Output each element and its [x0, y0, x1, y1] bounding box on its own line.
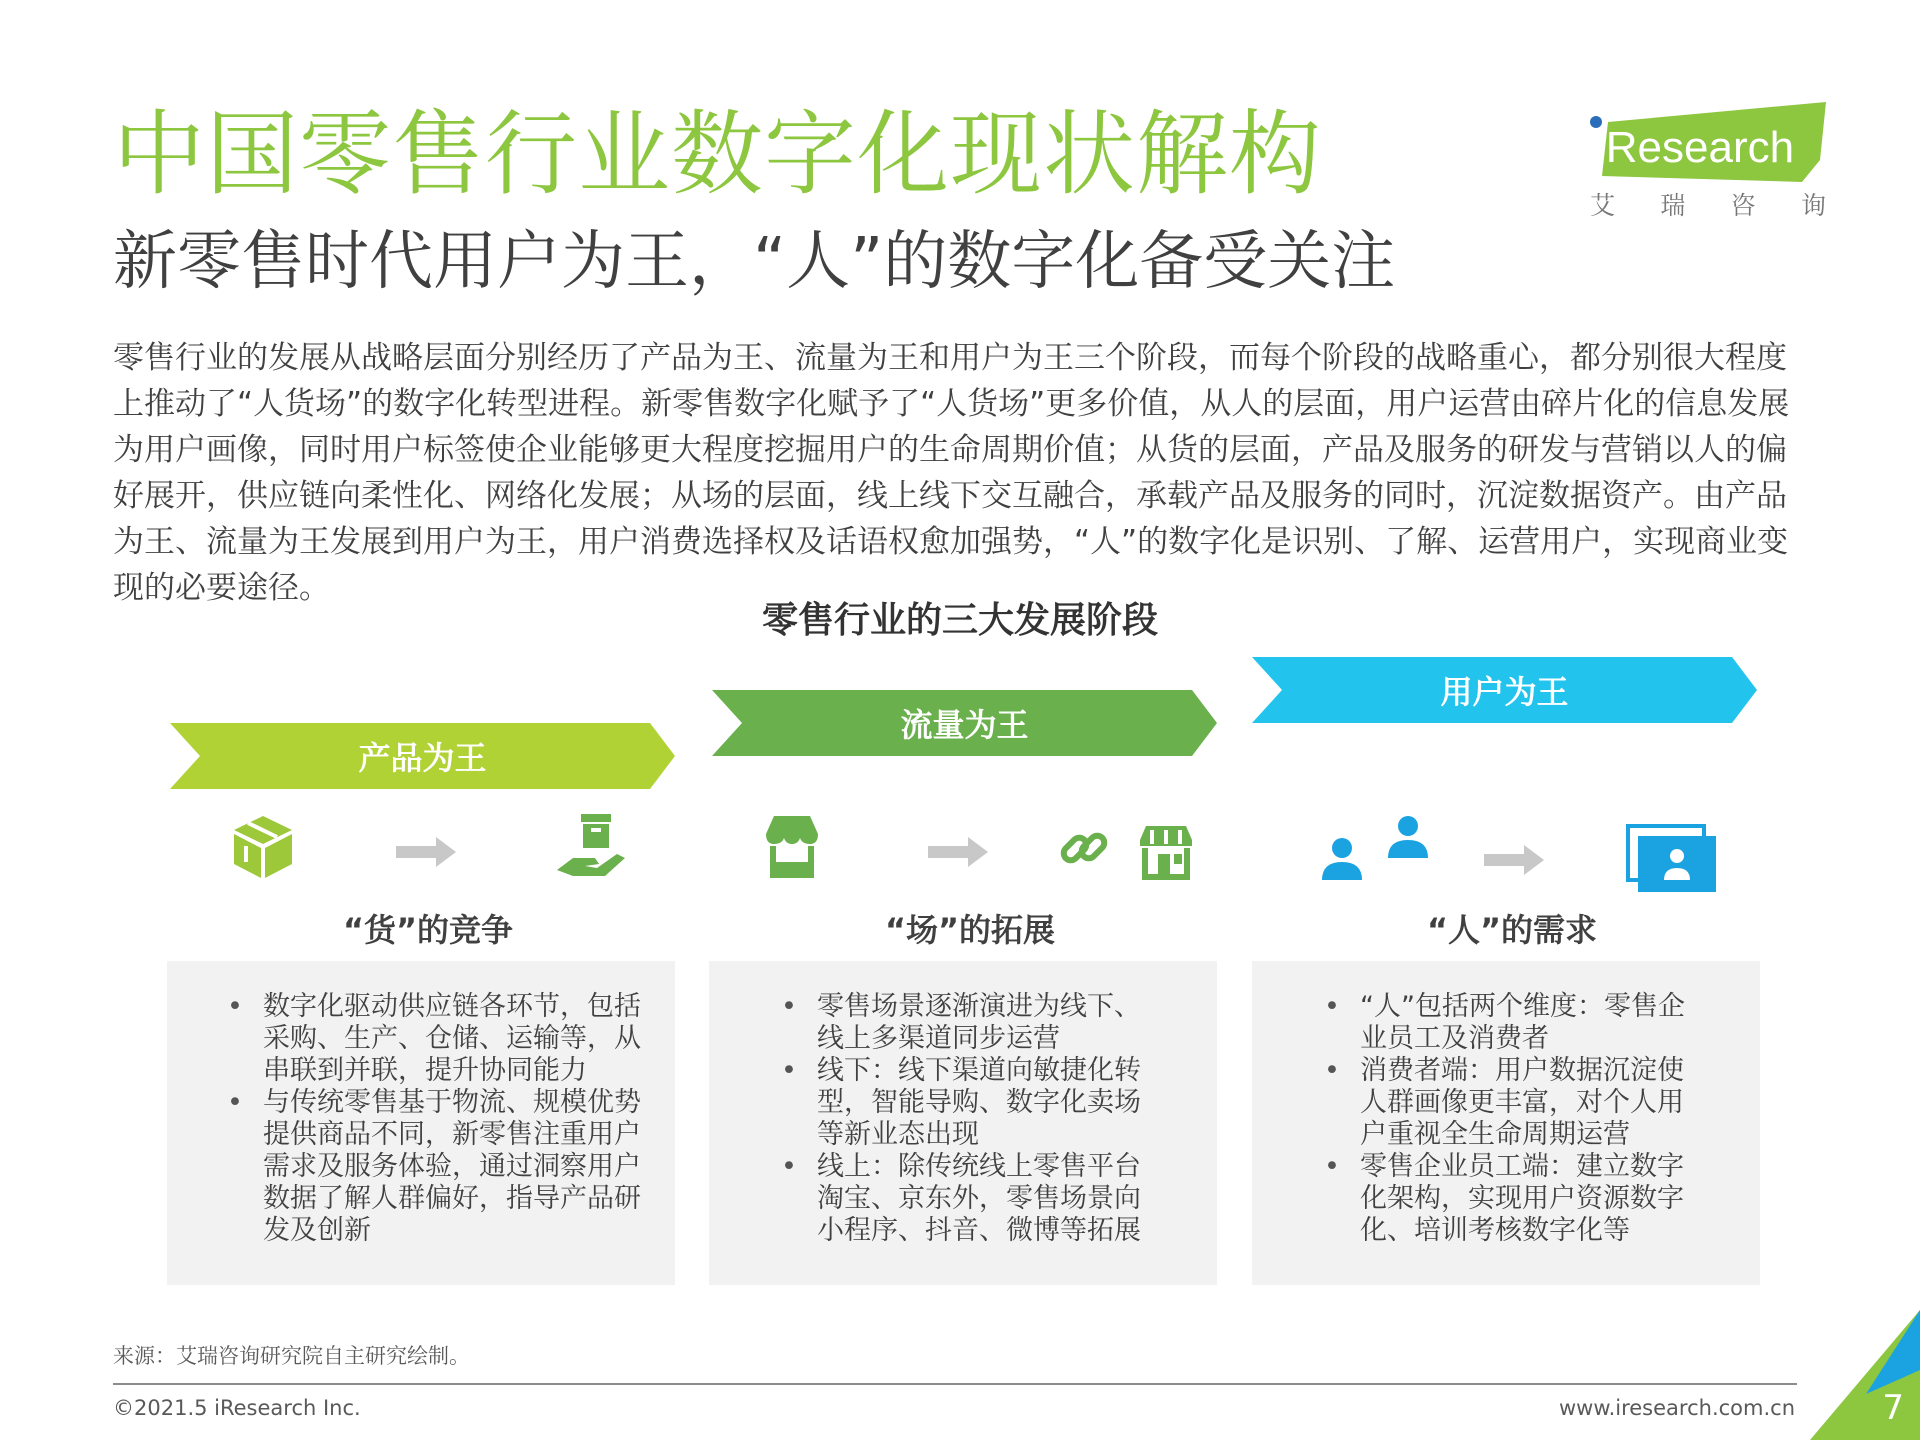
list-item: • 线上：除传统线上零售平台淘宝、京东外，零售场景向小程序、抖音、微博等拓展	[817, 1151, 1157, 1247]
diagram-title: 零售行业的三大发展阶段	[761, 600, 1158, 641]
stage-subtitle: “场”的拓展	[884, 911, 1056, 949]
stage-label: 流量为王	[900, 706, 1029, 744]
list-item: • “人”包括两个维度：零售企业员工及消费者	[1360, 991, 1700, 1055]
list-item: • 数字化驱动供应链各环节，包括采购、生产、仓储、运输等，从串联到并联，提升协同能力	[263, 991, 643, 1087]
stage-subtitle: “货”的竞争	[342, 911, 514, 949]
stage-label: 用户为王	[1440, 673, 1569, 711]
list-item: • 线下：线下渠道向敏捷化转型，智能导购、数字化卖场等新业态出现	[817, 1055, 1157, 1151]
users-icon	[1318, 812, 1434, 882]
list-item: • 消费者端：用户数据沉淀使人群画像更丰富，对个人用户重视全生命周期运营	[1360, 1055, 1700, 1151]
shop-icon	[1136, 822, 1196, 882]
footer-divider	[113, 1383, 1797, 1385]
stage-banner-user	[1252, 657, 1757, 723]
website-link[interactable]: www.iresearch.com.cn	[1558, 1396, 1795, 1420]
svg-text:iResearch: iResearch	[1596, 123, 1795, 172]
stage-banner-product	[170, 723, 675, 789]
source-note: 来源：艾瑞咨询研究院自主研究绘制。	[113, 1344, 470, 1368]
stage-detail-box	[709, 961, 1217, 1285]
list-item: • 与传统零售基于物流、规模优势提供商品不同，新零售注重用户需求及服务体验，通过洞察用户数据了解人群偏好，指导产品研发及创新	[263, 1087, 643, 1247]
logo-chinese-name: 艾 瑞 咨 询	[1590, 191, 1826, 220]
profile-card-icon	[1626, 824, 1718, 894]
stage-label: 产品为王	[358, 739, 487, 777]
stage-detail-box	[167, 961, 675, 1285]
stage-subtitle: “人”的需求	[1426, 911, 1598, 949]
hand-box-icon	[555, 812, 629, 882]
arrow-right-icon	[928, 837, 988, 867]
storefront-icon	[760, 812, 824, 882]
arrow-right-icon	[1484, 845, 1544, 875]
intro-paragraph: 零售行业的发展从战略层面分别经历了产品为王、流量为王和用户为王三个阶段，而每个阶段的战略重心，都分别很大程度上推动了“人货场”的数字化转型进程。新零售数字化赋予了“人货场”更多价值，从人的层面，用户运营由碎片化的信息发展为用户画像，同时用户标签使企业能够更大程度挖掘用户的生命周期价值；从货的层面，产品及服务的研发与营销以人的偏好展开，供应链向柔性化、网络化发展；从场的层面，线上线下交互融合，承载产品及服务的同时，沉淀数据资产。由产品为王、流量为王发展到用户为王，用户消费选择权及话语权愈加强势，“人”的数字化是识别、了解、运营用户，实现商业变现的必要途径。	[113, 340, 1790, 606]
list-item: • 零售企业员工端：建立数字化架构，实现用户资源数字化、培训考核数字化等	[1360, 1151, 1700, 1247]
page-subtitle: 新零售时代用户为王，“人”的数字化备受关注	[113, 225, 1396, 299]
box-icon	[230, 812, 296, 882]
arrow-right-icon	[396, 837, 456, 867]
stage-detail-box	[1252, 961, 1760, 1285]
page-title: 中国零售行业数字化现状解构	[113, 101, 1323, 208]
link-icon	[1058, 822, 1110, 874]
page-number: 7	[1882, 1388, 1904, 1428]
stage-banner-traffic	[712, 690, 1217, 756]
list-item: • 零售场景逐渐演进为线下、线上多渠道同步运营	[817, 991, 1157, 1055]
copyright: ©2021.5 iResearch Inc.	[113, 1396, 361, 1420]
